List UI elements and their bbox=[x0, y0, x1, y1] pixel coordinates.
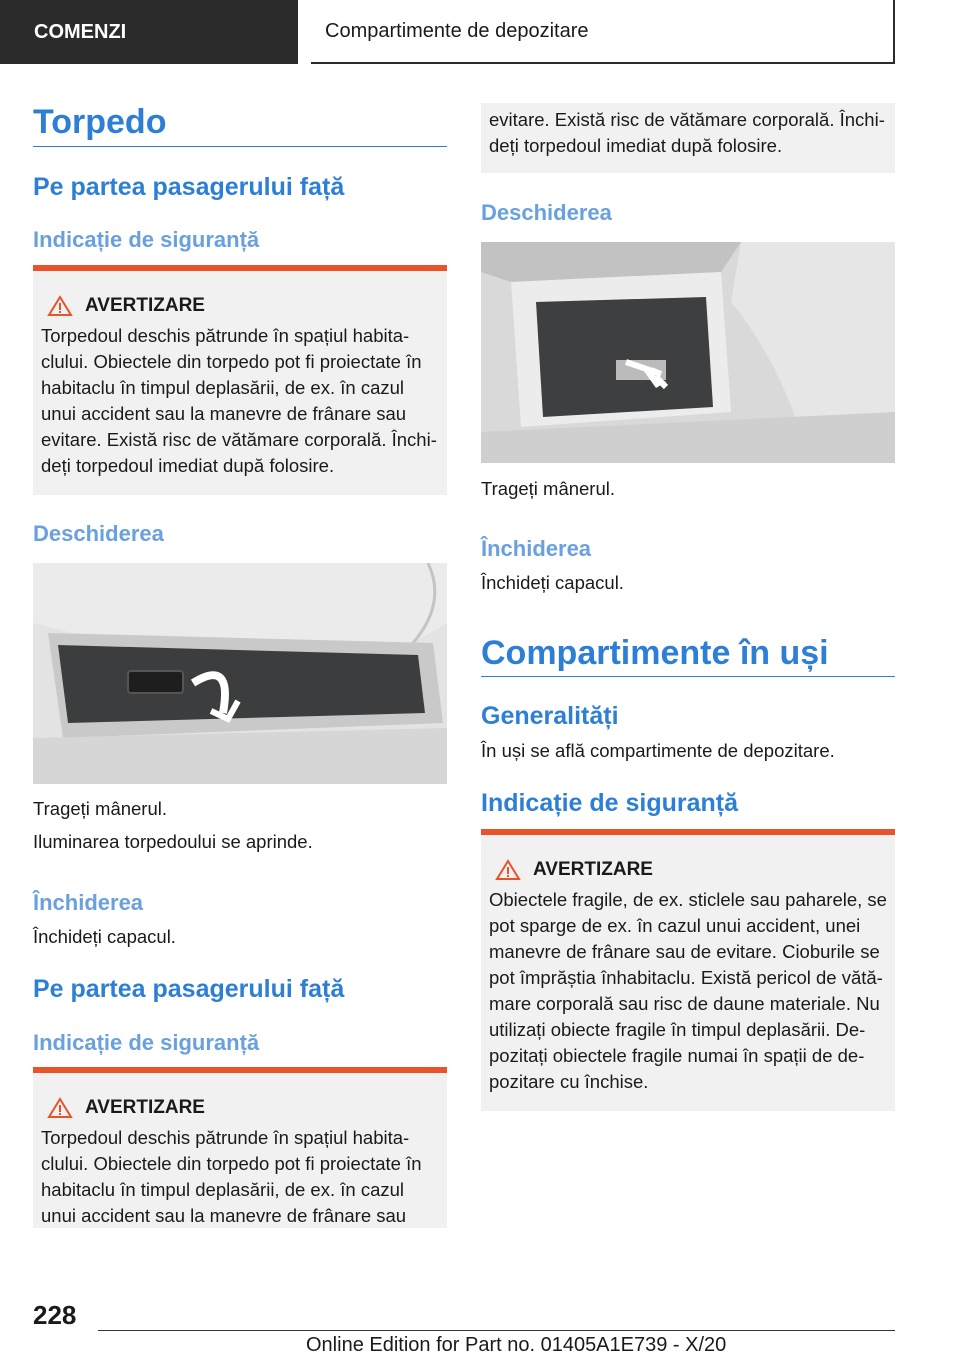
section-tab bbox=[0, 0, 298, 64]
opening-heading: Deschiderea bbox=[33, 521, 164, 546]
general-text: În uși se află compartimente de depozitare. bbox=[481, 740, 835, 761]
warning-triangle-icon bbox=[495, 859, 521, 881]
safety-heading: Indicație de siguranță bbox=[33, 227, 260, 252]
general-heading: Generalități bbox=[481, 702, 619, 730]
light-note-text: Iluminarea torpedoului se aprinde. bbox=[33, 831, 313, 852]
closing-heading-right: Închiderea bbox=[481, 536, 592, 561]
section-heading-2: Pe partea pasagerului față bbox=[33, 975, 345, 1003]
warning-text: Torpedoul deschis pătrunde în spațiul habita- clului. Obiectele din torpedo pot fi proiectate în habitaclu în timpul deplasării, de ex. în cazul unui accident sau la manevre de frânare sau evitare. Există risc de vătămare corporală. Închi- deți torpedoul imediat după folosire. bbox=[41, 325, 437, 476]
close-lid-text: Închideți capacul. bbox=[33, 926, 176, 947]
doors-title: Compartimente în uși bbox=[481, 634, 829, 672]
warning-label-2: AVERTIZARE bbox=[85, 1097, 205, 1118]
warning-label: AVERTIZARE bbox=[85, 295, 205, 316]
opening-heading-right: Deschiderea bbox=[481, 200, 612, 225]
safety-heading-right: Indicație de siguranță bbox=[481, 789, 739, 817]
title-rule bbox=[33, 146, 447, 147]
warning-triangle-icon bbox=[47, 295, 73, 317]
warning-title-3 bbox=[495, 857, 887, 883]
footer-edition: Online Edition for Part no. 01405A1E739 - X/20 bbox=[306, 1334, 727, 1356]
glovebox-illustration bbox=[33, 563, 447, 784]
warning-title-2 bbox=[47, 1095, 439, 1121]
warning-triangle-icon bbox=[47, 1097, 73, 1119]
glovebox-image-2 bbox=[481, 242, 895, 463]
glovebox-illustration-2 bbox=[481, 242, 895, 463]
glovebox-image bbox=[33, 563, 447, 784]
warning-box-2 bbox=[33, 1067, 447, 1228]
warning-title bbox=[47, 293, 439, 319]
page-number: 228 bbox=[33, 1300, 77, 1330]
footer-rule bbox=[98, 1330, 895, 1331]
safety-heading-2: Indicație de siguranță bbox=[33, 1030, 260, 1055]
closing-heading: Închiderea bbox=[33, 890, 144, 915]
warning-box-3 bbox=[481, 829, 895, 1111]
page-title: Torpedo bbox=[33, 103, 167, 141]
warning-text-3: Obiectele fragile, de ex. sticlele sau paharele, se pot sparge de ex. în cazul unui accident, unei manevre de frânare sau de evitare. Cioburile se pot împrăștia înhabitaclu. Există pericol de vătă- mare corporală sau risc de daune materiale. Nu utilizați obiecte fragile în timpul deplasării. De- pozitați obiectele fragile numai în spații de de- pozitare cu închise. bbox=[489, 889, 887, 1092]
chapter-label: Compartimente de depozitare bbox=[325, 19, 589, 42]
section-heading: Pe partea pasagerului față bbox=[33, 173, 345, 201]
pull-handle-text: Trageți mânerul. bbox=[33, 798, 168, 819]
pull-handle-text-right: Trageți mânerul. bbox=[481, 478, 616, 499]
close-lid-text-right: Închideți capacul. bbox=[481, 572, 624, 593]
section-label: COMENZI bbox=[34, 20, 127, 43]
doors-title-rule bbox=[481, 676, 895, 677]
chapter-header bbox=[311, 0, 895, 64]
warning-text-2: Torpedoul deschis pătrunde în spațiul habita- clului. Obiectele din torpedo pot fi proiectate în habitaclu în timpul deplasării, de ex. în cazul unui accident sau la manevre de frânare sau bbox=[41, 1127, 422, 1226]
warning-continuation-text: evitare. Există risc de vătămare corporală. Închi- deți torpedoul imediat după folosire. bbox=[489, 109, 885, 156]
warning-label-3: AVERTIZARE bbox=[533, 859, 653, 880]
warning-continuation bbox=[481, 103, 895, 173]
warning-box bbox=[33, 265, 447, 495]
